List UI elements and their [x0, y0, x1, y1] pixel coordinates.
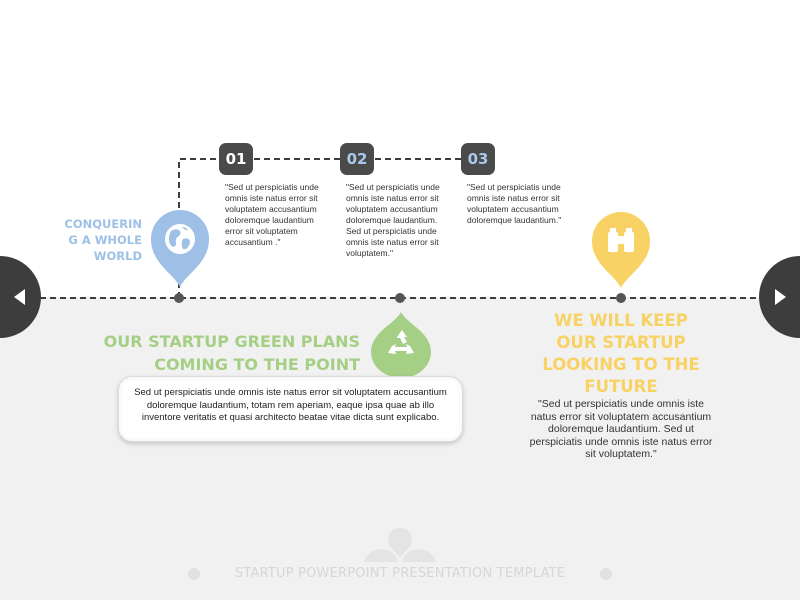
globe-pin [149, 207, 211, 289]
timeline-dot-1 [174, 293, 184, 303]
step-number-1: 01 [219, 143, 253, 175]
step-text-1: "Sed ut perspiciatis unde omnis iste natus error sit voluptatem accusantium doloremque laudantium error sit voluptatem accusantium ." [225, 182, 319, 247]
green-plans-card [118, 376, 463, 442]
future-text: "Sed ut perspiciatis unde omnis iste natus error sit voluptatem accusantium doloremque laudantium. Sed ut perspiciatis unde omnis iste natus error sit voluptatem." [529, 398, 713, 460]
footer-title: STARTUP POWERPOINT PRESENTATION TEMPLATE [234, 566, 566, 581]
green-plans-text: Sed ut perspiciatis unde omnis iste natus error sit voluptatem accusantium doloremque laudantium, totam rem aperiam, eaque ipsa quae ab illo inventore veritatis et quasi architecto beatae vitae dicta sunt explicabo. [134, 387, 447, 423]
step-number-2: 02 [340, 143, 374, 175]
conquering-title: CONQUERIN G A WHOLE WORLD [64, 217, 142, 263]
arrow-left-icon [14, 289, 25, 305]
step-number-3: 03 [461, 143, 495, 175]
future-title: WE WILL KEEP OUR STARTUP LOOKING TO THE FUTURE [542, 311, 700, 396]
timeline-dot-3 [616, 293, 626, 303]
arrow-right-icon [775, 289, 786, 305]
step-text-3: "Sed ut perspiciatis unde omnis iste natus error sit voluptatem accusantium doloremque laudantium." [467, 182, 562, 225]
recycle-pin [369, 310, 433, 380]
timeline-dot-2 [395, 293, 405, 303]
step-text-2: "Sed ut perspiciatis unde omnis iste natus error sit voluptatem accusantium doloremque laudantium. Sed ut perspiciatis unde omnis iste natus error sit voluptatem." [346, 182, 440, 258]
binoculars-pin [590, 210, 652, 290]
footer-logo [362, 524, 438, 564]
green-plans-title: OUR STARTUP GREEN PLANS COMING TO THE POINT [103, 332, 360, 374]
globe-icon [165, 224, 195, 254]
